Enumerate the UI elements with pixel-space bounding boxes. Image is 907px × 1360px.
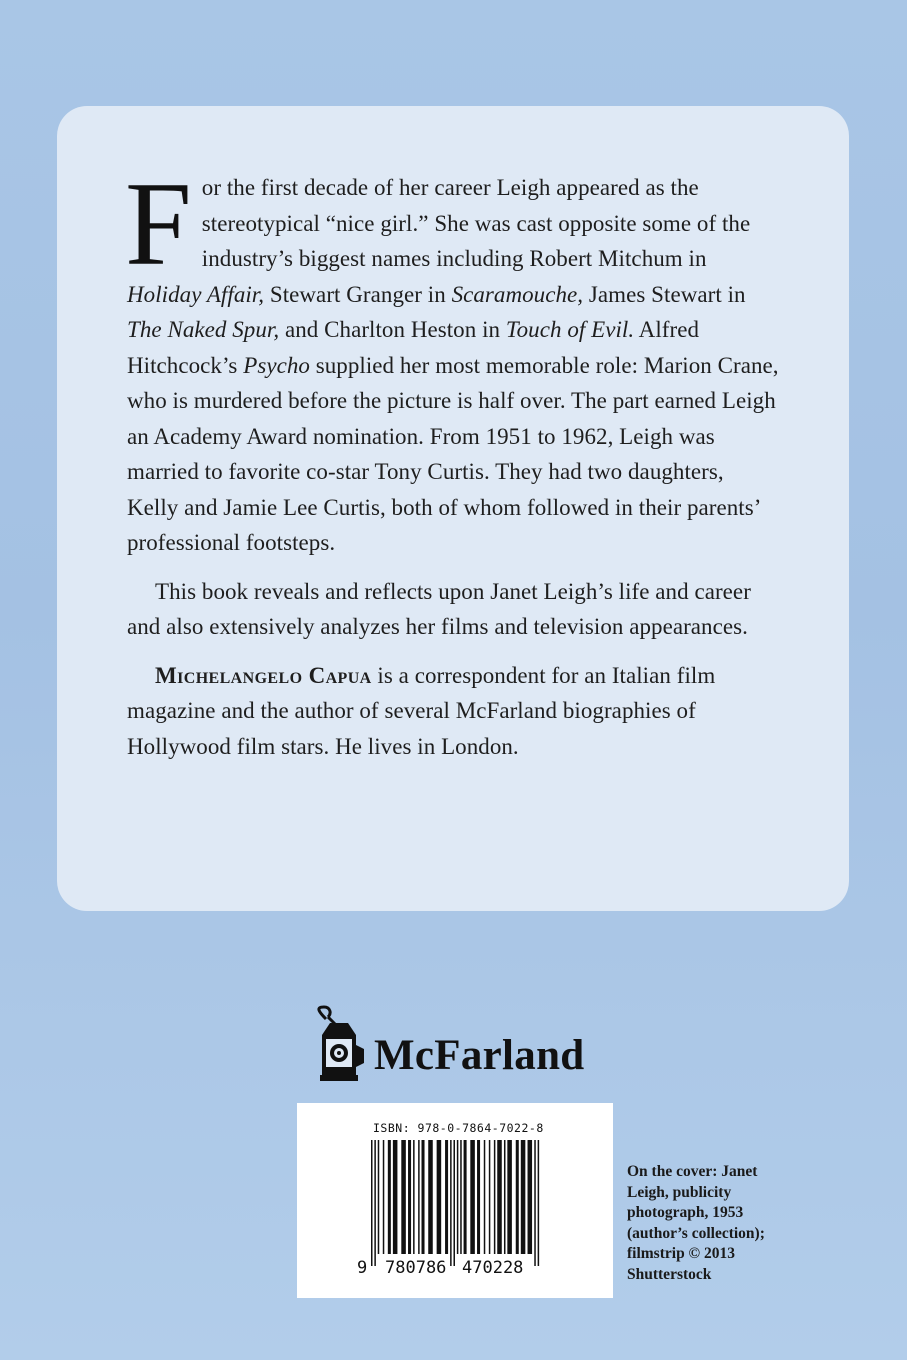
film-title: Touch of Evil. (505, 317, 635, 342)
barcode-bar (516, 1140, 519, 1254)
author-bio: Michelangelo Capua is a correspondent for an Italian film magazine and the author of several McFarland biographies of Hollywood film stars. He lives in London. (127, 662, 716, 759)
drop-cap: F (125, 157, 192, 290)
film-title: Scaramouche, (451, 281, 584, 307)
barcode-bar (383, 1140, 385, 1254)
barcode-bar (450, 1140, 452, 1266)
barcode-bar (393, 1140, 398, 1254)
barcode-bar (494, 1140, 496, 1254)
barcode-bar (457, 1140, 459, 1254)
barcode-bar (371, 1140, 373, 1266)
barcode-bar (445, 1140, 448, 1254)
barcode-bars (371, 1140, 541, 1266)
barcode-bar (521, 1140, 526, 1254)
barcode-bar (489, 1140, 491, 1254)
barcode-bar (374, 1140, 376, 1266)
barcode-bar (388, 1140, 391, 1254)
barcode-bar (534, 1140, 536, 1266)
barcode-bar (437, 1140, 442, 1254)
description-panel (57, 106, 849, 911)
barcode-bar (507, 1140, 512, 1254)
barcode-bar (497, 1140, 502, 1254)
barcode-digits-right: 470228 (462, 1258, 524, 1278)
barcode-bar (460, 1140, 462, 1254)
barcode-bar (428, 1140, 433, 1254)
barcode-bar (528, 1140, 533, 1254)
barcode-digit-first: 9 (357, 1258, 368, 1278)
barcode-bar (484, 1140, 486, 1254)
isbn-label: ISBN: 978-0-7864-7022-8 (373, 1121, 544, 1135)
publisher-logo (312, 1005, 612, 1085)
barcode-bar (470, 1140, 475, 1254)
lantern-logo-icon (312, 1005, 368, 1085)
barcode-bar (504, 1140, 506, 1254)
barcode-bar (464, 1140, 467, 1254)
author-name: Michelangelo Capua (155, 662, 372, 688)
barcode-bar (538, 1140, 540, 1266)
barcode-bar (418, 1140, 420, 1254)
description-paragraph-2: This book reveals and reflects upon Janet Leigh’s life and career and also extensively analyzes her films and television appearances. (127, 578, 751, 639)
barcode-bar (378, 1140, 380, 1254)
barcode-bar (453, 1140, 455, 1266)
barcode-area (297, 1103, 613, 1298)
barcode-bar (422, 1140, 425, 1254)
barcode-digits-left: 780786 (385, 1258, 447, 1278)
barcode-bar (477, 1140, 480, 1254)
film-title: Psycho (243, 352, 310, 378)
barcode-bar (413, 1140, 415, 1254)
description-paragraph-1: For the first decade of her career Leigh appeared as the stereotypical “nice girl.” She was cast opposite some of the industry’s biggest names including Robert Mitchum in Holiday Affair, Stewart Granger in Scaramouche, James Stewart in The Naked Spur, and Charlton Heston in Touch of Evil. Alfred Hitchcock’s Psycho supplied her most memorable role: Marion Crane, who is murdered before the picture is half over. The part earned Leigh an Academy Award nomination. From 1951 to 1962, Leigh was married to favorite co-star Tony Curtis. They had two daughters, Kelly and Jamie Lee Curtis, both of whom followed in their parents’ professional footsteps. (125, 157, 779, 555)
cover-credit: On the cover: Janet Leigh, publicity photograph, 1953 (author’s collection); filmstrip © 2013 Shutterstock (627, 1163, 765, 1283)
barcode-bar (408, 1140, 411, 1254)
publisher-name: McFarland (374, 1032, 585, 1079)
film-title: Holiday Affair, (127, 281, 265, 307)
barcode-bar (401, 1140, 406, 1254)
film-title: The Naked Spur, (127, 317, 280, 342)
